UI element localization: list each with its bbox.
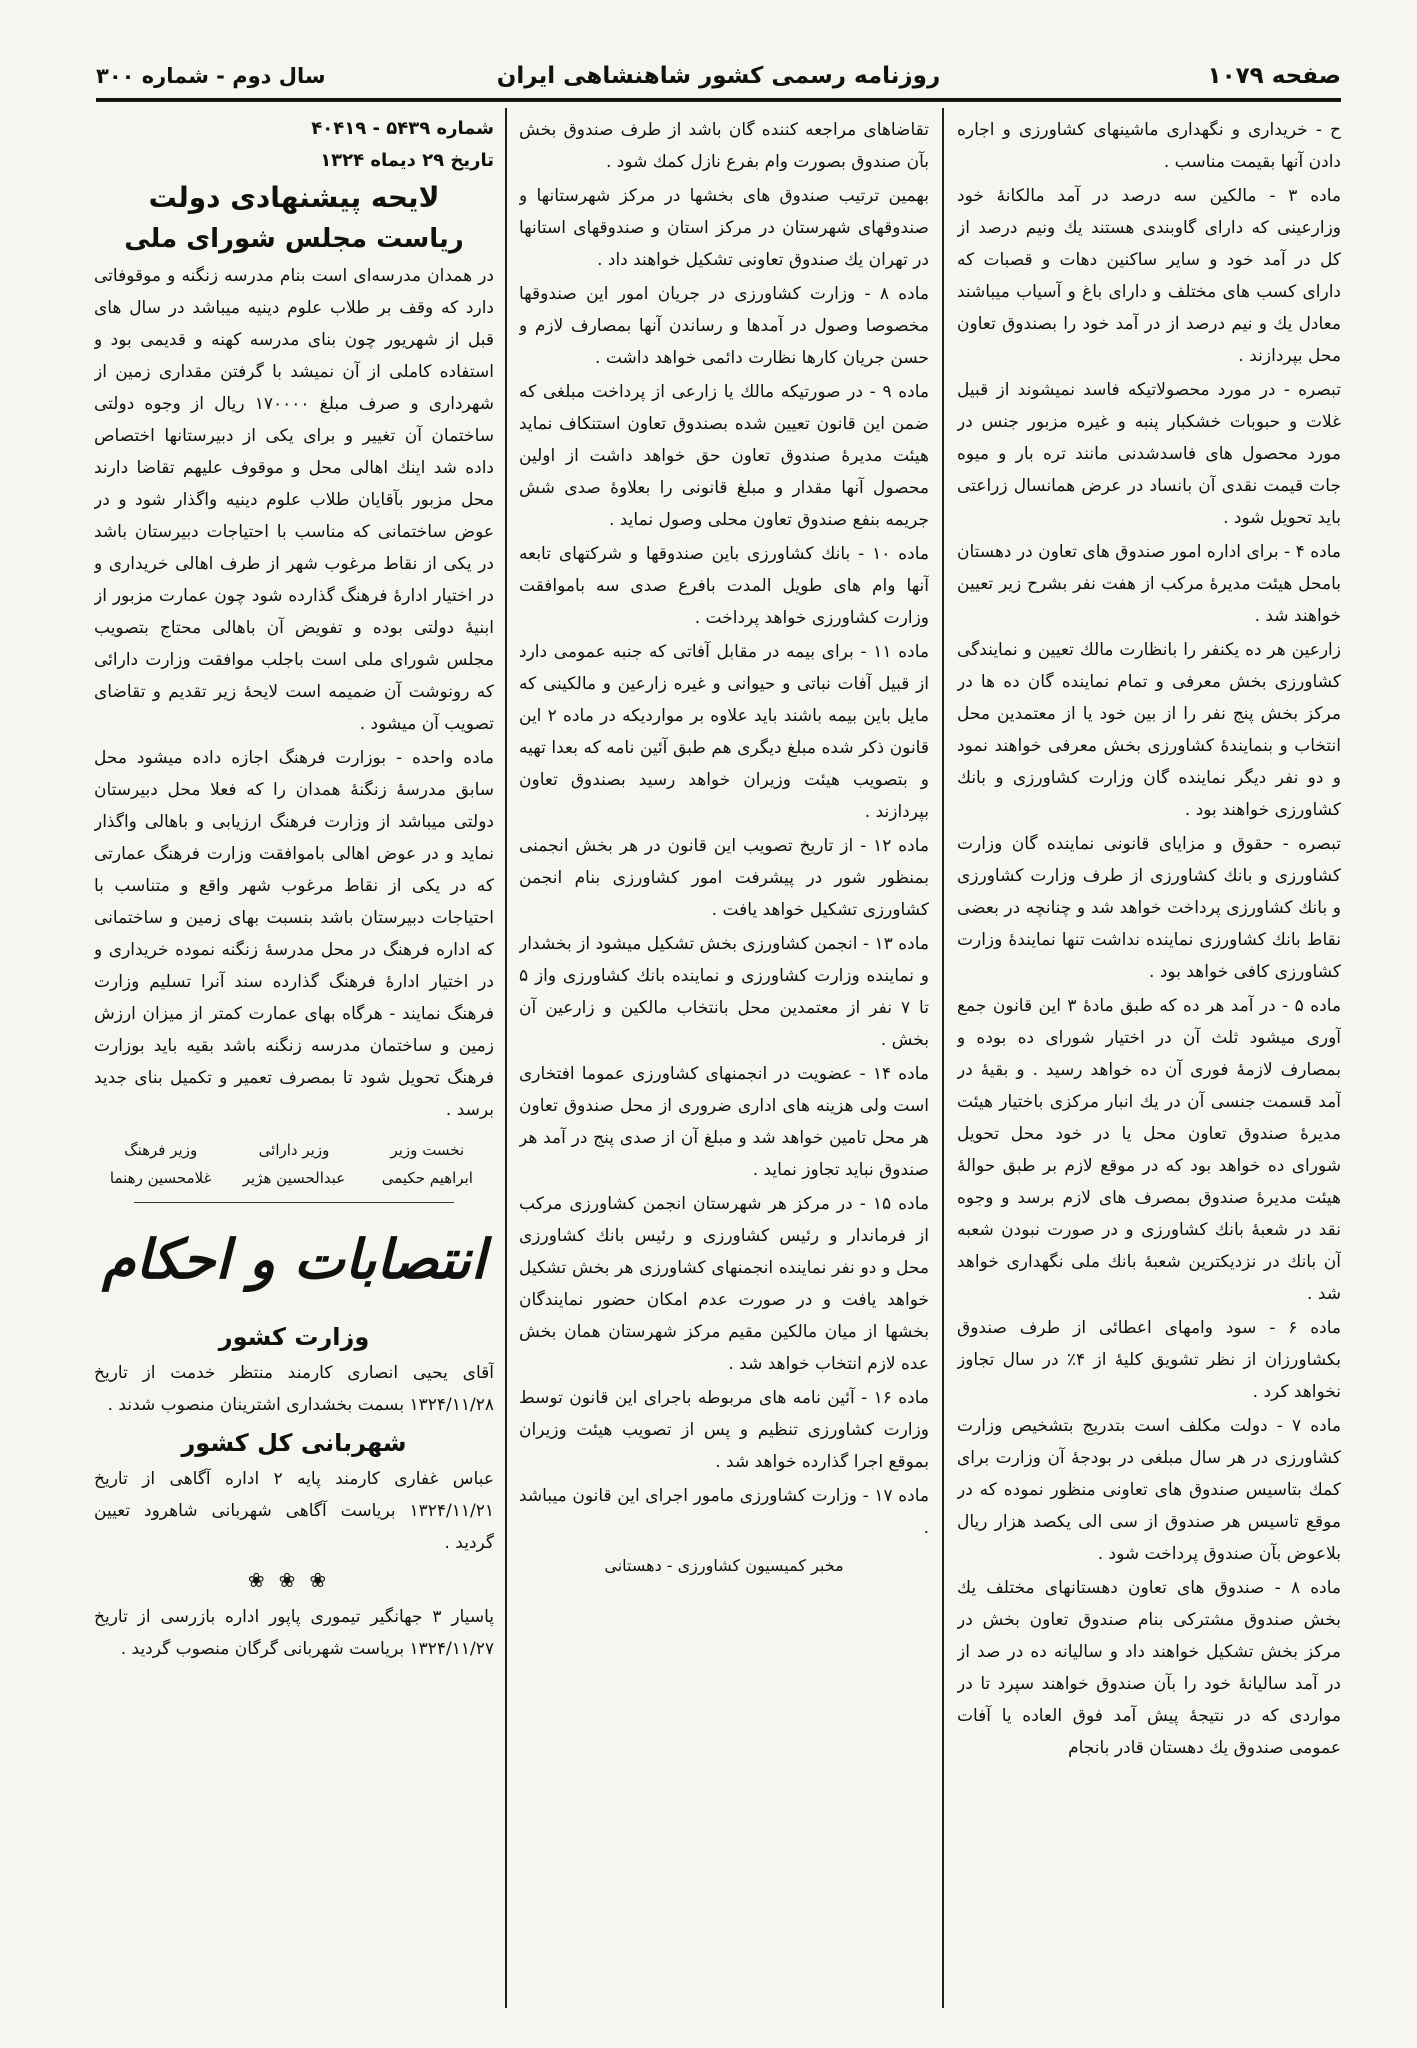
right-column	[957, 114, 1341, 2014]
paragraph: ماده ۱۲ - از تاریخ تصویب این قانون در هر بخش انجمنی بمنظور شور در پیشرفت امور کشاورزی بنام انجمن کشاورزی تشکیل خواهد یافت .	[519, 836, 929, 920]
paragraph: تقاضاهای مراجعه کننده گان باشد از طرف صندوق بخش بآن صندوق بصورت وام بفرع نازل کمك شود .	[519, 120, 929, 172]
paragraph: ماده ۸ - وزارت کشاورزی در جریان امور این صندوقها مخصوصا وصول در آمدها و رساندن آنها بمصارف لازم و حسن جریان کارها نظارت دائمی خواهد داشت .	[519, 284, 929, 368]
paragraph: ماده ۱۶ - آئین نامه های مربوطه باجرای این قانون توسط وزارت کشاورزی تنظیم و پس از تصویب هیئت وزیران بموقع اجرا گذارده خواهد شد .	[519, 1388, 929, 1472]
signatory-role: نخست وزیر	[390, 1141, 465, 1159]
divider	[134, 1202, 454, 1203]
committee-signature: مخبر کمیسیون کشاورزی - دهستانی	[604, 1556, 844, 1575]
paragraph: تبصره - حقوق و مزایای قانونی نماینده گان وزارت کشاورزی و بانك کشاورزی از طرف وزارت کشاورزی و بانك کشاورزی پرداخت خواهد شد و چنانچه در بعضی نقاط بانك کشاورزی نماینده نداشت تنها نمایندهٔ وزارت کشاورزی کافی خواهد بود .	[957, 834, 1341, 982]
signatory-name: غلامحسین رهنما	[109, 1169, 212, 1187]
signatories	[94, 1136, 494, 1192]
paragraph: تبصره - در مورد محصولاتیکه فاسد نمیشوند از قبیل غلات و حبوبات خشکبار پنبه و غیره مزبور جنس در مورد محصول های فاسدشدنی مانند تره بار و میوه جات قیمت نقدی آن بانساد در عرض همانسال زراعتی باید تحویل شود .	[957, 380, 1341, 528]
paragraph: ماده ۱۳ - انجمن کشاورزی بخش تشکیل میشود از بخشدار و نماینده وزارت کشاورزی و نماینده بانك کشاورزی واز ۵ تا ۷ نفر از معتمدین محل بانتخاب مالکین و زارعین آن بخش .	[519, 934, 929, 1050]
paragraph: ماده ۷ - دولت مکلف است بتدریج بتشخیص وزارت کشاورزی در هر سال مبلغی در بودجهٔ آن وزارت برای کمك بتاسیس صندوق های تعاونی منظور نموده که در موقع تاسیس هر صندوق از سی الی یکصد هزار ریال بلاعوض بآن صندوق پرداخت شود .	[957, 1416, 1341, 1564]
signatory-role: وزیر فرهنگ	[124, 1141, 198, 1159]
column-divider	[505, 108, 507, 2008]
signatory-role: وزیر دارائی	[258, 1141, 330, 1159]
appointment-notice: پاسیار ۳ جهانگیر تیموری پاپور اداره بازرسی از تاریخ ۱۳۲۴/۱۱/۲۷ بریاست شهربانی گرگان منصوب گردید .	[94, 1607, 494, 1659]
signatory-name: عبدالحسین هژیر	[242, 1169, 346, 1187]
paragraph: ماده ۴ - برای اداره امور صندوق های تعاون در دهستان بامحل هیئت مدیرهٔ مرکب از هفت نفر بشرح زیر تعیین خواهند شد .	[957, 542, 1341, 626]
section-banner: انتصابات و احکام	[102, 1227, 486, 1291]
issue-number: سال دوم - شماره ۳۰۰	[96, 64, 326, 88]
paragraph: ماده ۱۰ - بانك کشاورزی باین صندوقها و شرکتهای تابعه آنها وام های طویل المدت بافرع صدی سه باموافقت وزارت کشاورزی خواهد پرداخت .	[519, 544, 929, 628]
document-date: تاریخ ۲۹ دیماه ۱۳۲۴	[320, 150, 494, 171]
paragraph: ماده ۳ - مالکین سه درصد در آمد مالکانهٔ خود وزارعینی که دارای گاوبندی هستند یك ونیم درصد از کل در آمد خود و سایر ساکنین دهات و قصبات که دارای کسب های مختلف و دارای باغ و آسیاب میباشند معادل یك و نیم درصد از در آمد خود را بصندوق تعاون محل بپردازند .	[957, 186, 1341, 366]
page-number: صفحه ۱۰۷۹	[1207, 63, 1341, 89]
bill-title: لایحه پیشنهادی دولت	[148, 181, 440, 214]
paragraph: ماده واحده - بوزارت فرهنگ اجازه داده میشود محل سابق مدرسهٔ زنگنهٔ همدان را که فعلا محل دبیرستان دولتی میباشد از وزارت فرهنگ ارزیابی و باهالی واگذار نماید و در عوض اهالی باموافقت وزارت فرهنگ عمارتی که در یکی از نقاط مرغوب شهر واقع و متناسب با احتیاجات دبیرستان باشد بنسبت بهای زمین و ساختمانی که اداره فرهنگ در محل مدرسهٔ زنگنه نموده خریداری و در اختیار ادارهٔ فرهنگ گذارده سند آنرا تسلیم وزارت فرهنگ نمایند - هرگاه بهای عمارت کمتر از میزان ارزش زمین و ساختمان مدرسه زنگنه باشد بقیه باید بوزارت فرهنگ تحویل شود تا بمصرف تعمیر و تکمیل بنای جدید برسد .	[94, 748, 494, 1120]
paragraph: بهمین ترتیب صندوق های بخشها در مرکز شهرستانها و صندوقهای شهرستان در مرکز استان و صندوقهای استانها در تهران یك صندوق تعاونی تشکیل خواهند داد .	[519, 186, 929, 270]
masthead	[96, 54, 1341, 101]
signatory-name: ابراهیم حکیمی	[381, 1169, 473, 1187]
paragraph: ماده ۸ - صندوق های تعاون دهستانهای مختلف یك بخش صندوق مشترکی بنام صندوق تعاون بخش در مرکز بخش تشکیل خواهند داد و سالیانه ده در صد از در آمد سالیانهٔ خود را بآن صندوق خواهند سپرد تا در مواردی که در نتیجهٔ پیش آمد فوق العاده یا آفات عمومی صندوق یك دهستان قادر بانجام	[957, 1578, 1341, 1758]
bill-subtitle: ریاست مجلس شورای ملی	[124, 224, 464, 254]
paragraph: ح - خریداری و نگهداری ماشینهای کشاورزی و اجاره دادن آنها بقیمت مناسب .	[957, 120, 1341, 172]
left-column	[94, 114, 494, 2014]
paragraph: زارعین هر ده یکنفر را بانظارت مالك تعیین و نمایندگی کشاورزی بخش معرفی و تمام نماینده گان ده ها در مرکز بخش پنج نفر را از بین خود یا از معتمدین محل انتخاب و بنمایندهٔ کشاورزی بخش معرفی خواهند نمود و دو نفر دیگر نماینده گان وزارت کشاورزی و بانك کشاورزی خواهند بود .	[957, 640, 1341, 820]
paragraph: ماده ۶ - سود وامهای اعطائی از طرف صندوق بکشاورزان از نظر تشویق کلیهٔ از ۴٪ در سال تجاوز نخواهد کرد .	[957, 1318, 1341, 1402]
paragraph: ماده ۱۱ - برای بیمه در مقابل آفاتی که جنبه عمومی دارد از قبیل آفات نباتی و حیوانی و غیره زارعین و مالکینی که مایل باین بیمه باشند باید علاوه بر مواردیکه در ماده ۲ این قانون ذکر شده مبلغ دیگری هم طبق آئین نامه که بعدا تهیه و بتصویب هیئت وزیران خواهد رسید بصندوق تعاون بپردازند .	[519, 642, 929, 822]
paragraph: ماده ۱۴ - عضویت در انجمنهای کشاورزی عموما افتخاری است ولی هزینه های اداری ضروری از محل صندوق تعاون هر محل تامین خواهد شد و مبلغ آن از صدی پنج در آمد هر صندوق نباید تجاوز نماید .	[519, 1064, 929, 1180]
middle-column	[519, 114, 929, 2014]
paragraph: ماده ۹ - در صورتیکه مالك یا زارعی از پرداخت مبلغی که ضمن این قانون تعیین شده بصندوق تعاون استنکاف نماید هیئت مدیرهٔ صندوق تعاون حق خواهد داشت از اولین محصول آنها مقدار و مبلغ قانونی را بعلاوهٔ صدی شش جریمه بنفع صندوق تعاون محلی وصول نماید .	[519, 382, 929, 530]
document-number: شماره ۵۴۳۹ - ۴۰۴۱۹	[311, 118, 494, 139]
column-divider	[942, 108, 944, 2008]
paragraph: ماده ۱۷ - وزارت کشاورزی مامور اجرای این قانون میباشد .	[519, 1486, 929, 1538]
paragraph: ماده ۵ - در آمد هر ده که طبق مادهٔ ۳ این قانون جمع آوری میشود ثلث آن در اختیار شورای ده بوده و بمصارف لازمهٔ فوری آن ده خواهد رسید . و بقیهٔ در آمد قسمت جنسی آن در یك انبار مرکزی باختیار هیئت مدیرهٔ صندوق تعاون محل یا در خود محل تحویل شورای ده خواهد بود که در موقع لازم بر طبق حوالهٔ هیئت مدیرهٔ صندوق بمصرف های لازم برسد و وجوه نقد در شعبهٔ بانك کشاورزی و در صورت نبودن شعبه آن بانك در نزدیکترین شعبهٔ بانك ملی نگهداری خواهد شد .	[957, 996, 1341, 1304]
appointment-notice: آقای یحیی انصاری کارمند منتظر خدمت از تاریخ ۱۳۲۴/۱۱/۲۸ بسمت بخشداری اشترینان منصوب شدند .	[94, 1363, 494, 1415]
header-rule	[96, 101, 1341, 102]
ornament-stars: ❀❀❀	[247, 1568, 341, 1592]
paragraph: ماده ۱۵ - در مرکز هر شهرستان انجمن کشاورزی مرکب از فرماندار و رئیس کشاورزی و رئیس بانك کشاورزی محل و دو نفر نماینده انجمنهای کشاورزی هر بخش تشکیل خواهد یافت و در صورت عدم امکان حضور نمایندگان بخشها از میان مالکین مقیم مرکز شهرستان همان بخش عده لازم انتخاب خواهد شد .	[519, 1194, 929, 1374]
paragraph: در همدان مدرسه‌ای است بنام مدرسه زنگنه و موقوفاتی دارد که وقف بر طلاب علوم دینیه میباشد در سال های قبل از شهریور چون بنای مدرسه کهنه و قدیمی بود و استفاده کاملی از آن نمیشد با گرفتن مقداری زمین از شهرداری و صرف مبلغ ۱۷۰۰۰۰ ریال از وجوه دولتی ساختمان آن تغییر و برای یکی از دبیرستانها اختصاص داده شد اینك اهالی محل و موقوف علیهم تقاضا دارند محل مزبور بآقایان طلاب علوم دینیه واگذار شود و در عوض ساختمانی که مناسب با احتیاجات دبیرستان باشد در یکی از نقاط مرغوب شهر از طرف اهالی خریداری و در اختیار ادارهٔ فرهنگ گذارده شود چون عمارت مزبور از ابنیهٔ دولتی بوده و تفویض آن باهالی محتاج بتصویب مجلس شورای ملی است باجلب موافقت وزارت دارائی که رونوشت آن ضمیمه است لایحهٔ زیر تقدیم و تقاضای تصویب آن میشود .	[94, 266, 494, 734]
newspaper-title: روزنامه رسمی کشور شاهنشاهی ایران	[496, 63, 941, 89]
police-heading: شهربانی کل کشور	[181, 1429, 407, 1457]
appointment-notice: عباس غفاری کارمند پایه ۲ اداره آگاهی از تاریخ ۱۳۲۴/۱۱/۲۱ بریاست آگاهی شهربانی شاهرود تعیین گردید .	[94, 1469, 494, 1553]
ministry-heading: وزارت کشور	[218, 1323, 370, 1351]
